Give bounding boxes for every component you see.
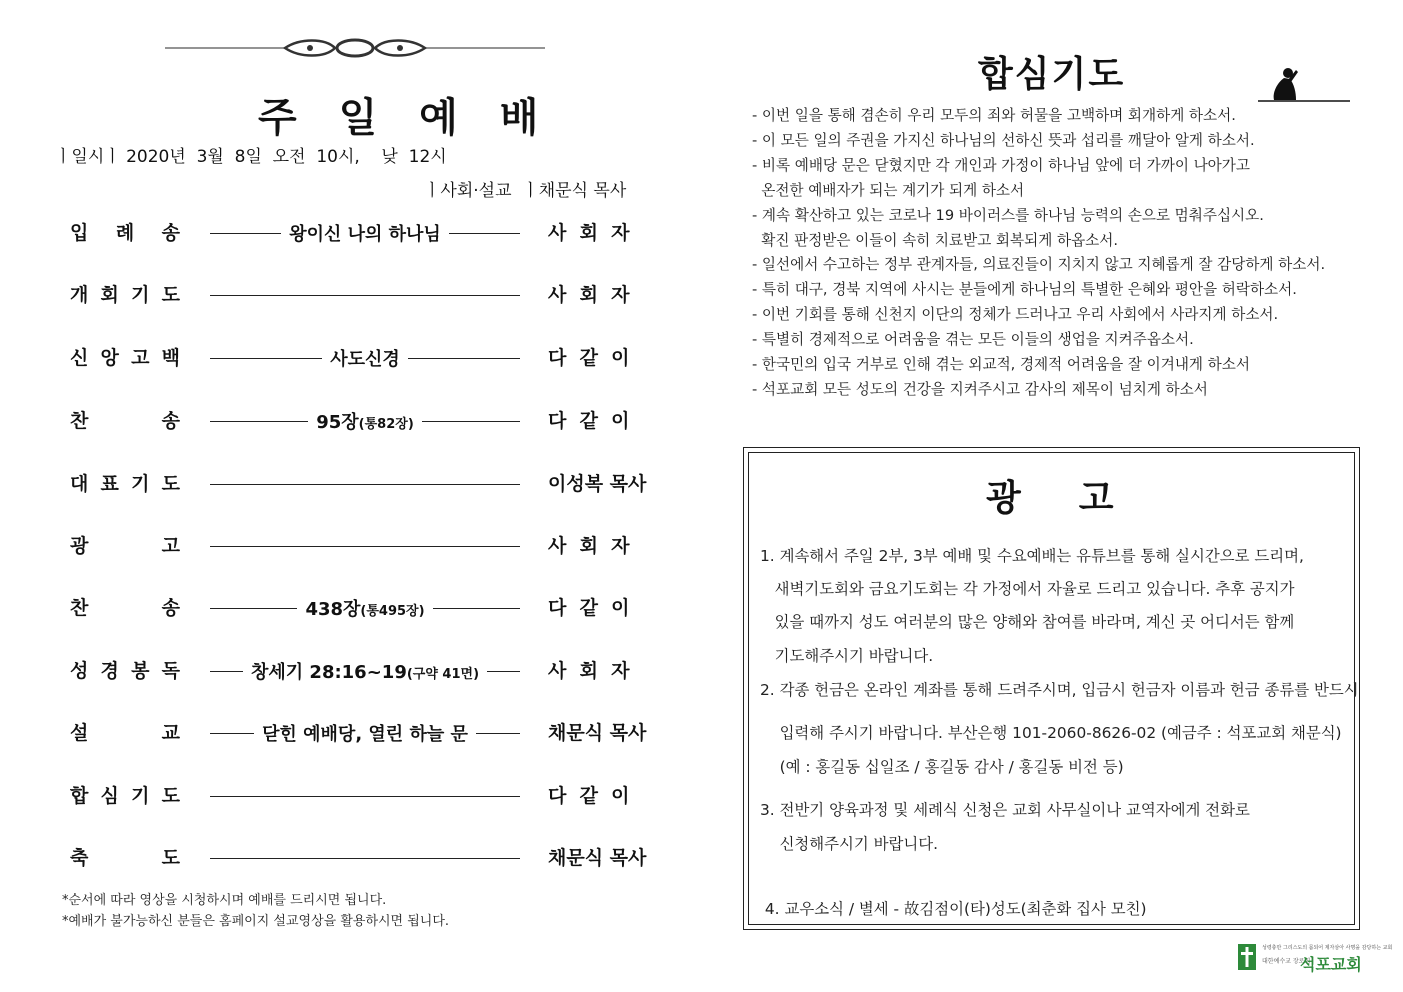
- order-item: [70, 593, 650, 623]
- announcement-line: 있을 때까지 성도 여러분의 많은 양해와 참여를 바라며, 계신 곳 어디서든 함께: [760, 613, 1295, 631]
- order-item-name-char: 신: [70, 347, 89, 369]
- order-item-name-char: 도: [161, 847, 180, 869]
- order-item-name: [70, 718, 180, 748]
- order-item-person: 채문식 목사: [548, 847, 647, 869]
- order-item: [70, 218, 650, 248]
- order-item-name-char: 기: [131, 473, 150, 495]
- order-item-name-char: 기: [131, 284, 150, 306]
- order-item: [70, 781, 650, 811]
- order-item-name: [70, 343, 180, 373]
- order-item-name-char: 도: [161, 473, 180, 495]
- dash-line: [422, 421, 520, 422]
- prayer-line: - 이 모든 일의 주권을 가지신 하나님의 선하신 뜻과 섭리를 깨달아 알게 하소서.: [752, 131, 1255, 149]
- order-item-name-char: 축: [70, 847, 89, 869]
- note-line: *순서에 따라 영상을 시청하시며 예배를 드리시면 됩니다.: [62, 893, 387, 908]
- order-item-name: [70, 593, 180, 623]
- dash-line: [210, 608, 297, 609]
- order-item-name-char: 경: [100, 660, 119, 682]
- order-item-name-char: 광: [70, 535, 89, 557]
- order-item-text: [254, 720, 476, 746]
- order-item: [70, 469, 650, 499]
- order-item-name-char: 개: [70, 284, 89, 306]
- service-leader: ㅣ사회·설교 ㅣ채문식 목사: [424, 181, 627, 201]
- praying-person-icon: [1258, 64, 1350, 104]
- order-item-name: [70, 469, 180, 499]
- cross-icon: [1238, 944, 1256, 970]
- prayer-line: - 한국민의 입국 거부로 인해 겪는 외교적, 경제적 어려움을 잘 이겨내게 하소서: [752, 356, 1250, 374]
- prayer-line: 온전한 예배자가 되는 계기가 되게 하소서: [752, 181, 1025, 199]
- dash-line: [210, 358, 322, 359]
- order-item-name-char: 송: [161, 222, 180, 244]
- announcement-line: 입력해 주시기 바랍니다. 부산은행 101-2060-8626-02 (예금주 : 석포교회 채문식): [760, 724, 1342, 742]
- order-item-content: [210, 531, 520, 561]
- worship-notes: [62, 890, 449, 932]
- worship-title: 주 일 예 배: [258, 95, 553, 141]
- service-date: ㅣ일시ㅣ 2020년 3월 8일 오전 10시, 낮 12시: [55, 147, 447, 167]
- order-item-name: [70, 781, 180, 811]
- dash-line: [210, 671, 243, 672]
- order-item-person: 다 같 이: [548, 785, 630, 807]
- order-item-content: [210, 781, 520, 811]
- order-item-name-char: 례: [115, 222, 135, 244]
- order-item-name: [70, 406, 180, 436]
- order-item-name-char: 표: [100, 473, 119, 495]
- dash-line: [210, 733, 254, 734]
- order-item-title: 438장: [305, 599, 361, 620]
- order-item-title: 95장: [316, 412, 359, 433]
- order-item-person: 다 같 이: [548, 597, 630, 619]
- church-logo: [1238, 944, 1393, 974]
- order-item-name-char: 설: [70, 722, 89, 744]
- order-item-note: (통82장): [358, 417, 414, 432]
- announcement-line: 새벽기도회와 금요기도회는 각 가정에서 자율로 드리고 있습니다. 추후 공지가: [760, 580, 1295, 598]
- order-item-content: [210, 656, 520, 686]
- order-item-title: 사도신경: [330, 349, 400, 370]
- order-item-name-char: 독: [161, 660, 180, 682]
- announcement-line: 신청해주시기 바랍니다.: [760, 835, 939, 853]
- order-item-name-char: 대: [70, 473, 89, 495]
- order-item-content: [210, 406, 520, 436]
- order-item: [70, 343, 650, 373]
- dash-line: [210, 233, 281, 234]
- dash-line: [210, 421, 308, 422]
- prayer-line: - 이번 기회를 통해 신천지 이단의 정체가 드러나고 우리 사회에서 사라지게 하소서.: [752, 306, 1279, 324]
- order-item-person: 사 회 자: [548, 222, 630, 244]
- order-item-text: [322, 345, 408, 371]
- logo-motto: 성령충만 그리스도의 몸되어 제자삼아 사명을 감당하는 교회: [1262, 945, 1393, 951]
- order-item-name-char: 도: [161, 785, 180, 807]
- order-item: [70, 531, 650, 561]
- order-item-person: 사 회 자: [548, 660, 630, 682]
- prayer-line: 확진 판정받은 이들이 속히 치료받고 회복되게 하옵소서.: [752, 231, 1118, 249]
- dash-line: [433, 608, 520, 609]
- order-item: [70, 656, 650, 686]
- order-item-person: 이성복 목사: [548, 473, 647, 495]
- prayer-line: - 일선에서 수고하는 정부 관계자들, 의료진들이 지치지 않고 지혜롭게 잘 감당하게 하소서.: [752, 256, 1326, 274]
- order-item-name: [70, 656, 180, 686]
- prayer-line: - 계속 확산하고 있는 코로나 19 바이러스를 하나님 능력의 손으로 멈춰주십시오.: [752, 206, 1264, 224]
- announcement-line: 기도해주시기 바랍니다.: [760, 647, 934, 665]
- order-item-name: [70, 218, 180, 248]
- order-item: [70, 843, 650, 873]
- order-item-name: [70, 531, 180, 561]
- order-item-content: [210, 843, 520, 873]
- order-item-name-char: 도: [161, 284, 180, 306]
- dash-line: [210, 295, 520, 296]
- announcement-line: (예 : 홍길동 십일조 / 홍길동 감사 / 홍길동 비전 등): [760, 758, 1124, 776]
- order-item-title: 왕이신 나의 하나님: [289, 224, 441, 245]
- order-item-text: [243, 658, 487, 684]
- order-item-name-char: 앙: [100, 347, 119, 369]
- order-item-name-char: 찬: [70, 410, 89, 432]
- order-item-name-char: 성: [70, 660, 89, 682]
- order-item-text: [308, 408, 422, 434]
- order-item-name-char: 송: [161, 597, 180, 619]
- order-item-name-char: 봉: [131, 660, 150, 682]
- order-item-content: [210, 218, 520, 248]
- order-item-person: 다 같 이: [548, 410, 630, 432]
- note-line: *예배가 불가능하신 분들은 홈페이지 설교영상을 활용하시면 됩니다.: [62, 914, 450, 929]
- order-item-text: [297, 595, 432, 621]
- announcement-title: 광고: [986, 478, 1172, 519]
- prayer-title: 합심기도: [978, 54, 1126, 95]
- order-item-name-char: 회: [100, 284, 119, 306]
- dash-line: [210, 484, 520, 485]
- prayer-line: - 이번 일을 통해 겸손히 우리 모두의 죄와 허물을 고백하며 회개하게 하소서.: [752, 107, 1236, 124]
- order-item-person: 사 회 자: [548, 284, 630, 306]
- order-item-name-char: 합: [70, 785, 89, 807]
- order-item-person: 사 회 자: [548, 535, 630, 557]
- dash-line: [487, 671, 520, 672]
- dash-line: [476, 733, 520, 734]
- logo-denomination: 대한예수교 장로회: [1262, 958, 1311, 965]
- dash-line: [210, 796, 520, 797]
- order-item-name: [70, 843, 180, 873]
- order-item-name-char: 송: [161, 410, 180, 432]
- order-item-title: 닫힌 예배당, 열린 하늘 문: [262, 724, 468, 745]
- order-item-text: [281, 220, 449, 246]
- order-item-content: [210, 469, 520, 499]
- order-item-name-char: 입: [70, 222, 89, 244]
- order-item-note: (구약 41면): [406, 667, 480, 682]
- dash-line: [408, 358, 520, 359]
- order-item-name-char: 교: [161, 722, 180, 744]
- logo-church-name: 석포교회: [1300, 955, 1362, 974]
- dash-line: [449, 233, 520, 234]
- order-item-content: [210, 718, 520, 748]
- dash-line: [210, 546, 520, 547]
- order-item-name-char: 기: [131, 785, 150, 807]
- order-item: [70, 280, 650, 310]
- announcement-line: 1. 계속해서 주일 2부, 3부 예배 및 수요예배는 유튜브를 통해 실시간으로 드리며,: [760, 547, 1304, 565]
- prayer-line: - 석포교회 모든 성도의 건강을 지켜주시고 감사의 제목이 넘치게 하소서: [752, 380, 1208, 398]
- announcement-line: 2. 각종 헌금은 온라인 계좌를 통해 드려주시며, 입금시 헌금자 이름과 헌금 종류를 반드시: [760, 681, 1359, 699]
- order-item-name-char: 백: [161, 347, 180, 369]
- order-item-name: [70, 280, 180, 310]
- announcement-line: 4. 교우소식 / 별세 - 故김점이(타)성도(최춘화 집사 모친): [760, 900, 1147, 918]
- order-item: [70, 718, 650, 748]
- prayer-line: - 특별히 경제적으로 어려움을 겪는 모든 이들의 생업을 지켜주옵소서.: [752, 331, 1194, 349]
- order-item: [70, 406, 650, 436]
- order-item-title: 창세기 28:16~19: [250, 662, 407, 683]
- order-item-person: 다 같 이: [548, 347, 630, 369]
- prayer-line: - 비록 예배당 문은 닫혔지만 각 개인과 가정이 하나님 앞에 더 가까이 나아가고: [752, 156, 1250, 174]
- dash-line: [210, 858, 520, 859]
- announcement-line: 3. 전반기 양육과정 및 세례식 신청은 교회 사무실이나 교역자에게 전화로: [760, 801, 1250, 819]
- order-item-name-char: 고: [131, 347, 150, 369]
- order-item-name-char: 찬: [70, 597, 89, 619]
- order-item-content: [210, 280, 520, 310]
- order-item-content: [210, 343, 520, 373]
- order-item-name-char: 고: [161, 535, 180, 557]
- prayer-list: [752, 104, 1372, 403]
- ornament-divider: [165, 36, 545, 60]
- order-item-content: [210, 593, 520, 623]
- order-item-name-char: 심: [100, 785, 119, 807]
- order-item-person: 채문식 목사: [548, 722, 647, 744]
- order-item-note: (통495장): [360, 604, 425, 619]
- prayer-line: - 특히 대구, 경북 지역에 사시는 분들에게 하나님의 특별한 은혜와 평안을 허락하소서.: [752, 281, 1297, 299]
